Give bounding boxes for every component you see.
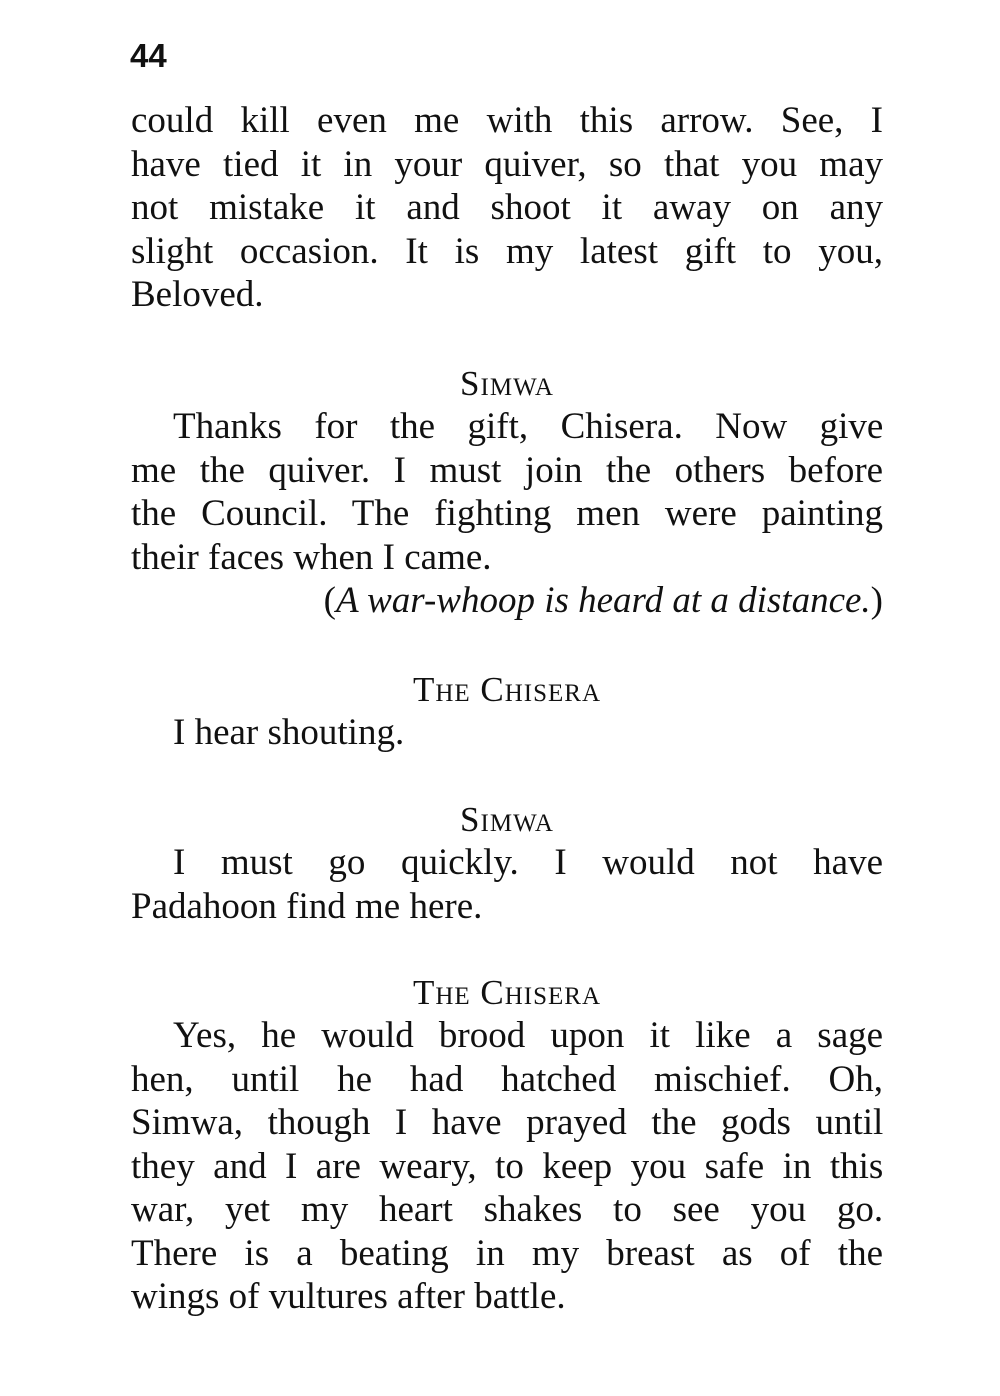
text-line: hen, until he had hatched mischief. Oh, — [131, 1058, 883, 1100]
text-line: could kill even me with this arrow. See, I — [131, 100, 883, 141]
text-line: Thanks for the gift, Chisera. Now give — [173, 406, 884, 447]
speech-paragraph — [131, 1014, 883, 1319]
text-line: slight occasion. It is my latest gift to you, — [131, 230, 883, 272]
speaker-name: Simwa — [460, 800, 554, 839]
text-line: they and I are weary, to keep you safe in this — [131, 1145, 884, 1187]
speech-paragraph — [131, 841, 883, 928]
text-line: the Council. The fighting men were painting — [131, 493, 883, 534]
text-line: their faces when I came. — [131, 536, 492, 578]
stage-direction — [131, 579, 883, 623]
page-number: 44 — [130, 37, 167, 74]
speech-paragraph — [131, 405, 883, 579]
paragraph-continued — [131, 99, 883, 317]
text-line: Beloved. — [131, 274, 264, 315]
text-line: Padahoon find me here. — [131, 885, 483, 927]
text-line: not mistake it and shoot it away on any — [131, 187, 883, 228]
text-line: wings of vultures after battle. — [131, 1276, 566, 1317]
speaker-name: Simwa — [460, 364, 554, 403]
text-line: me the quiver. I must join the others before — [131, 449, 884, 491]
text-line: Simwa, though I have prayed the gods until — [131, 1102, 884, 1143]
text-line: There is a beating in my breast as of the — [131, 1232, 883, 1274]
text-line: Yes, he would brood upon it like a sage — [173, 1015, 884, 1056]
speaker-name: The Chisera — [412, 973, 602, 1012]
paren-close: ) — [870, 580, 883, 621]
text-line: I hear shouting. — [173, 712, 405, 753]
text-line: have tied it in your quiver, so that you may — [131, 143, 883, 185]
text-line: war, yet my heart shakes to see you go. — [131, 1189, 884, 1230]
text-line: I must go quickly. I would not have — [173, 842, 883, 883]
paren-open: ( — [323, 580, 336, 621]
stage-direction-text: A war-whoop is heard at a distance. — [335, 580, 871, 621]
speech-paragraph — [131, 711, 883, 755]
speaker-name: The Chisera — [412, 670, 602, 709]
